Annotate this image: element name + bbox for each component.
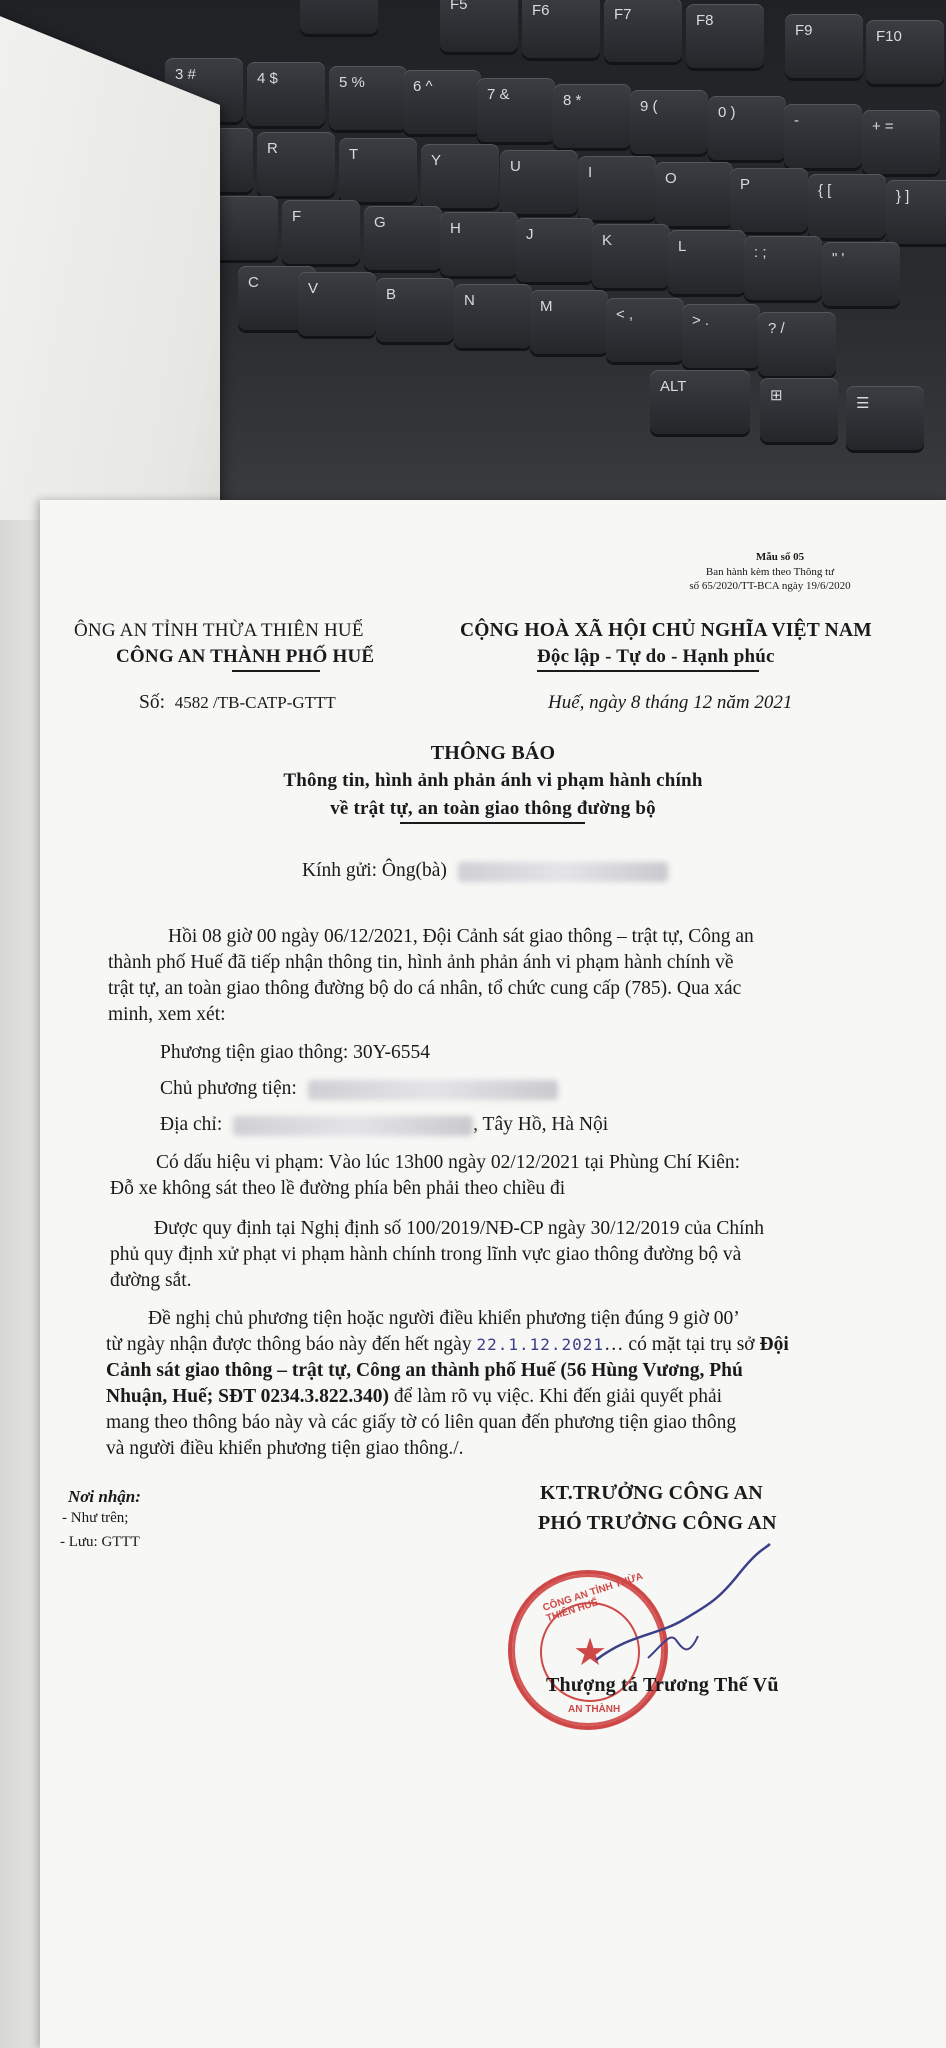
recipients-title: Nơi nhận: — [68, 1487, 141, 1506]
key: 6 ^ — [403, 70, 481, 134]
key: F10 — [866, 20, 944, 84]
key: L — [668, 230, 746, 294]
legal-line1: Được quy định tại Nghị định số 100/2019/NĐ-CP ngày 30/12/2019 của Chính — [154, 1218, 765, 1239]
violation-line1: Có dấu hiệu vi phạm: Vào lúc 13h00 ngày 02/12/2021 tại Phùng Chí Kiên: — [156, 1152, 741, 1173]
request-line2-bold: Đội — [759, 1334, 789, 1355]
salutation — [302, 858, 668, 884]
agency-name-text: CÔNG AN THÀNH PHỐ HUẾ — [116, 646, 375, 667]
notice-document — [40, 500, 946, 2048]
key: B — [376, 278, 454, 342]
address-tail: , Tây Hồ, Hà Nội — [473, 1114, 609, 1135]
key: F7 — [604, 0, 682, 62]
national-motto: Độc lập - Tự do - Hạnh phúc — [537, 646, 775, 667]
agency-name — [116, 646, 374, 668]
request-line3: Cảnh sát giao thông – trật tự, Công an thành phố Huế (56 Hùng Vương, Phú — [106, 1360, 743, 1381]
para1-line1: Hồi 08 giờ 00 ngày 06/12/2021, Đội Cảnh sát giao thông – trật tự, Công an — [168, 926, 754, 947]
notice-title: THÔNG BÁO — [430, 742, 556, 764]
key: } ] — [886, 180, 946, 244]
vehicle-plate: Phương tiện giao thông: 30Y-6554 — [160, 1042, 431, 1063]
key: O — [655, 162, 733, 226]
legal-line2: phủ quy định xử phạt vi phạm hành chính trong lĩnh vực giao thông đường bộ và — [110, 1244, 742, 1265]
key: F8 — [686, 4, 764, 68]
para1-line3: trật tự, an toàn giao thông đường bộ do cá nhân, tổ chức cung cấp (785). Qua xác — [108, 978, 742, 999]
request-line4-bold: Nhuận, Huế; SĐT 0234.3.822.340) — [106, 1386, 389, 1407]
key: 8 * — [553, 84, 631, 148]
star-icon: ★ — [572, 1630, 608, 1674]
key: F — [282, 200, 360, 264]
key: ? / — [758, 312, 836, 376]
request-line2 — [106, 1332, 789, 1358]
place-date: Huế, ngày 8 tháng 12 năm 2021 — [548, 692, 793, 713]
key: F5 — [440, 0, 518, 52]
signer-title-1: KT.TRƯỞNG CÔNG AN — [540, 1482, 763, 1504]
signer-title-2: PHÓ TRƯỞNG CÔNG AN — [538, 1512, 777, 1534]
country-name: CỘNG HOÀ XÃ HỘI CHỦ NGHĨA VIỆT NAM — [460, 620, 872, 641]
vehicle-owner — [160, 1076, 558, 1102]
key: + = — [862, 110, 940, 174]
form-circular: số 65/2020/TT-BCA ngày 19/6/2020 — [689, 580, 851, 592]
redacted-owner — [308, 1080, 558, 1100]
form-issued: Ban hành kèm theo Thông tư — [705, 566, 835, 578]
subtitle-underline — [400, 822, 585, 824]
key: { [ — [808, 174, 886, 238]
key: 0 ) — [708, 96, 786, 160]
key: ALT — [650, 370, 750, 434]
key: H — [440, 212, 518, 276]
key: M — [530, 290, 608, 354]
key: F9 — [785, 14, 863, 78]
key: N — [454, 284, 532, 348]
key: > . — [682, 304, 760, 368]
para1-line2: thành phố Huế đã tiếp nhận thông tin, hình ảnh phản ánh vi phạm hành chính về — [108, 952, 734, 973]
key: K — [592, 224, 670, 288]
legal-line3: đường sắt. — [110, 1270, 192, 1291]
request-line2-b: … có mặt tại trụ sở — [604, 1334, 755, 1355]
key: " ' — [822, 242, 900, 306]
key: 5 % — [329, 66, 407, 130]
key: 3 # — [165, 58, 243, 122]
stamp-text: CÔNG AN TỈNH THỪA THIÊN HUẾ — [541, 1571, 645, 1625]
doc-number-label: Số: — [139, 692, 166, 713]
key: 7 & — [477, 78, 555, 142]
notice-subtitle-line1: Thông tin, hình ảnh phản ánh vi phạm hành chính — [283, 770, 703, 791]
signer-name: Thượng tá Trương Thế Vũ — [546, 1674, 779, 1696]
key: 4 $ — [247, 62, 325, 126]
key: < , — [606, 298, 684, 362]
agency-parent: ÔNG AN TỈNH THỪA THIÊN HUẾ — [74, 620, 364, 641]
key: : ; — [744, 236, 822, 300]
key: U — [500, 150, 578, 214]
notice-subtitle-line2: về trật tự, an toàn giao thông đường bộ — [330, 798, 656, 819]
recipient-2: - Lưu: GTTT — [60, 1534, 140, 1550]
key: R — [257, 132, 335, 196]
salutation-text: Kính gửi: Ông(bà) — [302, 860, 447, 881]
key: F6 — [522, 0, 600, 58]
menu-key-icon: ☰ — [846, 386, 924, 450]
agency-underline — [232, 670, 320, 672]
key: 9 ( — [630, 90, 708, 154]
key: I — [578, 156, 656, 220]
owner-address — [160, 1112, 608, 1138]
request-line5: mang theo thông báo này và các giấy tờ có liên quan đến phương tiện giao thông — [106, 1412, 737, 1433]
request-line2-a: từ ngày nhận được thông báo này đến hết ngày — [106, 1334, 472, 1355]
redacted-recipient — [458, 862, 668, 882]
request-line1: Đề nghị chủ phương tiện hoặc người điều khiển phương tiện đúng 9 giờ 00’ — [148, 1308, 740, 1329]
key: T — [339, 138, 417, 202]
key: P — [730, 168, 808, 232]
key: - — [784, 104, 862, 168]
para1-line4: minh, xem xét: — [108, 1004, 226, 1025]
form-number: Mẫu số 05 — [755, 551, 805, 563]
windows-key-icon: ⊞ — [760, 378, 838, 442]
signature-icon — [588, 1540, 778, 1670]
handwritten-deadline: 22.1.12.2021 — [476, 1335, 605, 1354]
request-line4-b: để làm rõ vụ việc. Khi đến giải quyết phải — [393, 1386, 723, 1407]
owner-label: Chủ phương tiện: — [160, 1078, 297, 1099]
stamp-bottom-text: AN THÀNH — [568, 1704, 621, 1715]
redacted-address — [233, 1116, 473, 1136]
key: G — [364, 206, 442, 270]
key — [300, 0, 378, 34]
request-line4 — [106, 1384, 722, 1410]
key: J — [516, 218, 594, 282]
doc-number-value: 4582 /TB-CATP-GTTT — [174, 693, 336, 712]
address-label: Địa chỉ: — [160, 1114, 223, 1135]
key: Y — [421, 144, 499, 208]
recipient-1: - Như trên; — [62, 1510, 129, 1526]
key: C — [238, 266, 316, 330]
request-line6: và người điều khiển phương tiện giao thông./. — [106, 1438, 464, 1459]
doc-number — [139, 690, 336, 716]
key: V — [298, 272, 376, 336]
motto-underline — [537, 670, 759, 672]
violation-line2: Đỗ xe không sát theo lề đường phía bên phải theo chiều đi — [110, 1178, 566, 1199]
